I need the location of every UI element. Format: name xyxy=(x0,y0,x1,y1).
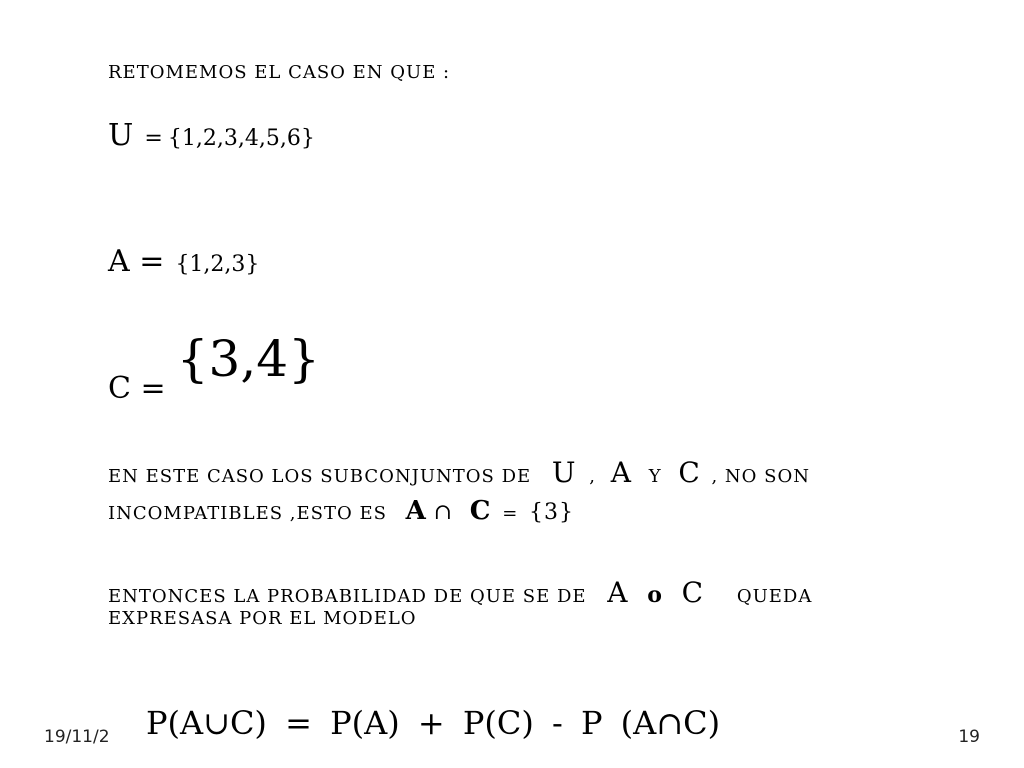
a-definition xyxy=(108,244,259,279)
probability-line-2: EXPRESASA POR EL MODELO xyxy=(108,608,417,629)
c-definition xyxy=(108,330,320,406)
line1-y: Y xyxy=(648,466,662,487)
line1-u: U xyxy=(551,456,577,489)
u-set: {1,2,3,4,5,6} xyxy=(167,126,315,151)
line1-c: C xyxy=(678,456,701,489)
probability-line-1 xyxy=(108,576,812,609)
line1-prefix: EN ESTE CASO LOS SUBCONJUNTOS DE xyxy=(108,466,532,487)
u-definition xyxy=(108,118,315,153)
footer-page-number: 19 xyxy=(958,727,980,747)
line2-set: {3} xyxy=(529,500,575,525)
c-set: {3,4} xyxy=(176,330,320,388)
line2-a: A xyxy=(405,496,427,526)
line2-c: C xyxy=(469,496,492,526)
line3-c: C xyxy=(681,576,705,609)
line3-o: o xyxy=(647,582,663,608)
incompatibility-line-1 xyxy=(108,456,810,489)
a-set: {1,2,3} xyxy=(175,252,260,277)
incompatibility-line-2 xyxy=(108,496,574,526)
line2-equals: = xyxy=(502,503,519,524)
line1-comma: , xyxy=(589,466,596,487)
line3-prefix: ENTONCES LA PROBABILIDAD DE QUE SE DE xyxy=(108,586,587,607)
a-label: A = xyxy=(108,244,165,279)
line2-prefix: INCOMPATIBLES ,ESTO ES xyxy=(108,503,387,524)
footer-date: 19/11/2 xyxy=(44,727,110,747)
intersection-symbol: ∩ xyxy=(433,500,454,525)
intro-text: RETOMEMOS EL CASO EN QUE : xyxy=(108,62,451,83)
u-symbol: U xyxy=(108,118,134,153)
line3-suffix: QUEDA xyxy=(736,586,813,607)
line3-a: A xyxy=(607,576,629,609)
line1-a: A xyxy=(610,456,632,489)
formula: P(A∪C) = P(A) + P(C) - P (A∩C) xyxy=(146,704,721,742)
line1-suffix: , NO SON xyxy=(711,466,810,487)
u-equals: = xyxy=(144,126,163,151)
c-label: C = xyxy=(108,371,166,406)
